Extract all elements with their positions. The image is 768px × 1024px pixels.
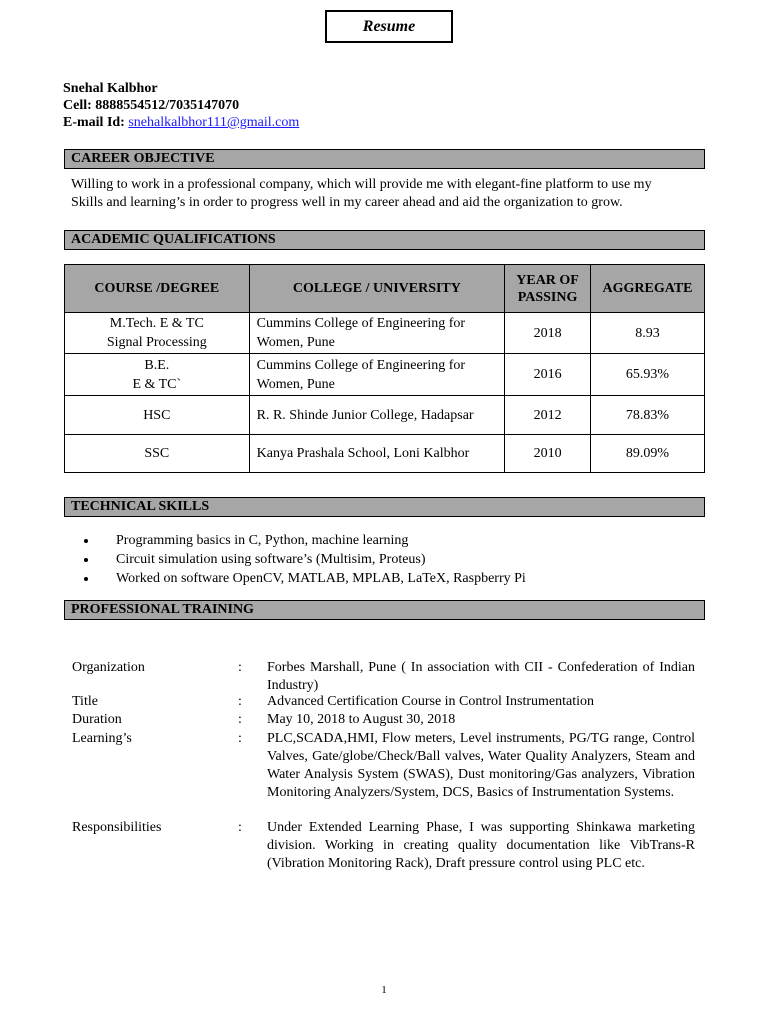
college-line: Women, Pune (256, 376, 335, 392)
year-cell: 2016 (505, 354, 591, 396)
training-value: PLC,SCADA,HMI, Flow meters, Level instruments, PG/TG range, Control Valves, Gate/globe/Check/Ball valves, Water Quality Analyzers, Steam and Water Analysis System (SWAS), Dust monitoring/Gas analyzers, Vibration Monitoring Analyzers/System, DCS, Basics of Instrumentation Systems. (267, 731, 695, 800)
course-line: B.E. (144, 357, 170, 373)
training-label: Responsibilities (72, 820, 162, 835)
college-line: R. R. Shinde Junior College, Hadapsar (256, 407, 474, 423)
training-value: Under Extended Learning Phase, I was supporting Shinkawa marketing division. Working in creating quality documentation like VibTrans-R (Vibration Monitoring Rack), Draft pressure control using PLC etc. (267, 820, 695, 871)
table-row (65, 396, 705, 435)
candidate-name: Snehal Kalbhor (63, 81, 158, 96)
table-row (65, 435, 705, 473)
skills-list (82, 531, 526, 588)
email-link[interactable]: snehalkalbhor111@gmail.com (128, 115, 300, 130)
cell-value: 8888554512/7035147070 (95, 98, 240, 113)
table-row (65, 313, 705, 354)
training-label: Learning’s (72, 731, 132, 746)
section-academic-qualifications: ACADEMIC QUALIFICATIONS (64, 230, 705, 250)
training-value: May 10, 2018 to August 30, 2018 (267, 712, 456, 727)
course-line: Signal Processing (106, 335, 207, 350)
training-colon: : (238, 660, 242, 675)
list-item: • Circuit simulation using software’s (Multisim, Proteus) (98, 550, 526, 569)
cell-line (63, 97, 299, 114)
header-college: COLLEGE / UNIVERSITY (249, 265, 504, 313)
course-line: HSC (143, 407, 171, 423)
college-line: Kanya Prashala School, Loni Kalbhor (256, 446, 470, 461)
college-line: Cummins College of Engineering for (256, 357, 466, 373)
section-professional-training: PROFESSIONAL TRAINING (64, 600, 705, 620)
section-career-objective: CAREER OBJECTIVE (64, 149, 705, 169)
aggregate-cell: 65.93% (591, 354, 705, 396)
training-value: Advanced Certification Course in Control Instrumentation (267, 694, 594, 709)
course-cell (65, 354, 250, 396)
page-number: 1 (381, 984, 387, 996)
section-technical-skills: TECHNICAL SKILLS (64, 497, 705, 517)
training-label: Organization (72, 660, 145, 675)
college-cell (249, 354, 504, 396)
list-item: • Worked on software OpenCV, MATLAB, MPLAB, LaTeX, Raspberry Pi (98, 569, 526, 588)
list-item: • Programming basics in C, Python, machine learning (98, 531, 526, 550)
header-aggregate: AGGREGATE (591, 265, 705, 313)
course-line: M.Tech. E & TC (109, 316, 204, 331)
course-line: E & TC` (132, 376, 182, 392)
college-line: Cummins College of Engineering for (256, 316, 466, 331)
college-cell (249, 313, 504, 354)
objective-line: Willing to work in a professional company, which will provide me with elegant-fine platform to use my (71, 177, 652, 192)
training-label: Title (72, 694, 98, 709)
table-row (65, 354, 705, 396)
training-value: Forbes Marshall, Pune ( In association with CII - Confederation of Indian Industry) (267, 660, 695, 693)
course-cell (65, 313, 250, 354)
academic-table (64, 264, 705, 473)
college-cell (249, 435, 504, 473)
objective-line: Skills and learning’s in order to progress well in my career ahead and aid the organization to grow. (71, 195, 623, 210)
aggregate-cell: 8.93 (591, 313, 705, 354)
course-cell (65, 396, 250, 435)
year-cell: 2010 (505, 435, 591, 473)
contact-block (63, 80, 299, 131)
document-title: Resume (325, 10, 453, 43)
college-line: Women, Pune (256, 335, 335, 350)
table-header-row (65, 265, 705, 313)
training-colon: : (238, 731, 242, 746)
cell-label: Cell: (63, 98, 96, 113)
college-cell (249, 396, 504, 435)
training-colon: : (238, 712, 242, 727)
header-year: YEAR OF PASSING (505, 265, 591, 313)
year-cell: 2012 (505, 396, 591, 435)
training-colon: : (238, 820, 242, 835)
header-course: COURSE /DEGREE (65, 265, 250, 313)
email-line (63, 114, 299, 131)
training-label: Duration (72, 712, 122, 727)
course-cell (65, 435, 250, 473)
year-cell: 2018 (505, 313, 591, 354)
course-line: SSC (144, 446, 170, 461)
training-colon: : (238, 694, 242, 709)
aggregate-cell: 78.83% (591, 396, 705, 435)
aggregate-cell: 89.09% (591, 435, 705, 473)
career-objective-text (71, 176, 705, 212)
email-label: E-mail Id: (63, 115, 129, 130)
